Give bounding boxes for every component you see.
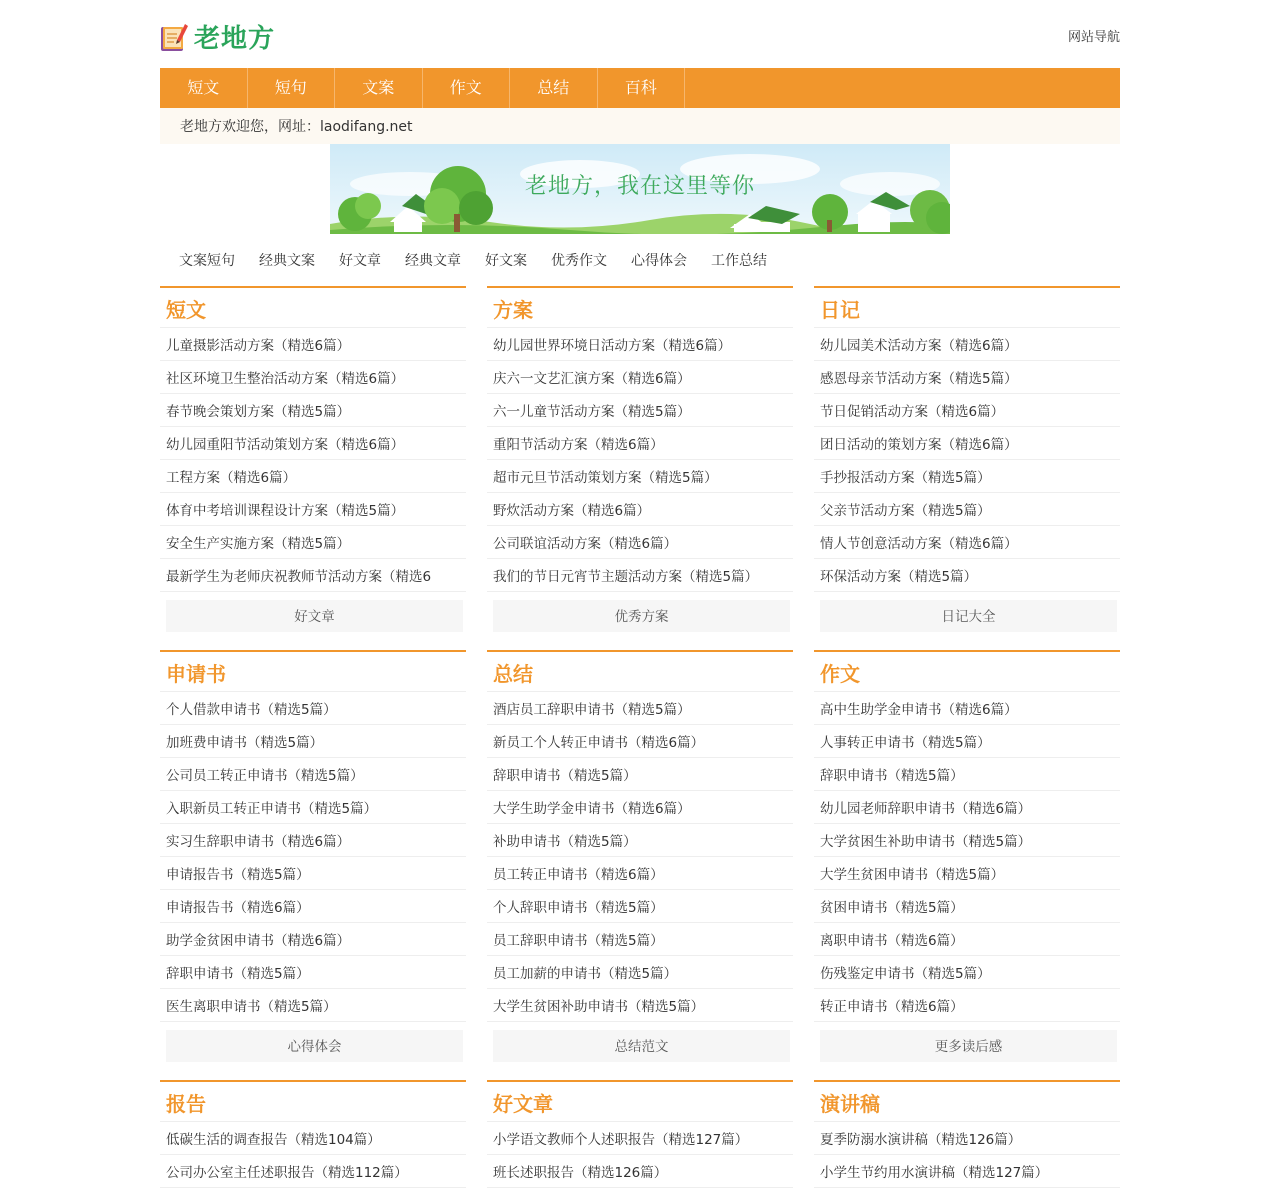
- article-link[interactable]: 大学贫困生补助申请书（精选5篇）: [820, 834, 1032, 850]
- list-item: [487, 692, 793, 725]
- list-item: [160, 692, 466, 725]
- list-item: [487, 361, 793, 394]
- list-item: [487, 758, 793, 791]
- article-list: [487, 1122, 793, 1188]
- list-item: [160, 923, 466, 956]
- list-item: [160, 758, 466, 791]
- section-title: 报告: [160, 1082, 466, 1122]
- list-item: [487, 1122, 793, 1155]
- article-link[interactable]: 实习生辞职申请书（精选6篇）: [166, 834, 351, 850]
- article-link[interactable]: 我们的节日元宵节主题活动方案（精选5篇）: [493, 569, 759, 585]
- article-list: [814, 692, 1120, 1022]
- banner[interactable]: [330, 144, 950, 234]
- section-baogao: [160, 1080, 466, 1188]
- article-link[interactable]: 人事转正申请书（精选5篇）: [820, 735, 991, 751]
- article-link[interactable]: 大学生贫困补助申请书（精选5篇）: [493, 999, 705, 1015]
- more-button[interactable]: 优秀方案: [493, 600, 790, 632]
- article-link[interactable]: 幼儿园美术活动方案（精选6篇）: [820, 338, 1018, 354]
- article-link[interactable]: 辞职申请书（精选5篇）: [820, 768, 964, 784]
- list-item: [160, 824, 466, 857]
- article-link[interactable]: 补助申请书（精选5篇）: [493, 834, 637, 850]
- page: [160, 0, 1120, 1188]
- article-link[interactable]: 庆六一文艺汇演方案（精选6篇）: [493, 371, 691, 387]
- list-item: [814, 460, 1120, 493]
- sub-nav: [160, 234, 1120, 286]
- article-link[interactable]: 幼儿园世界环境日活动方案（精选6篇）: [493, 338, 732, 354]
- more-button[interactable]: 总结范文: [493, 1030, 790, 1062]
- list-item: [487, 493, 793, 526]
- article-link[interactable]: 社区环境卫生整治活动方案（精选6篇）: [166, 371, 405, 387]
- article-link[interactable]: 酒店员工辞职申请书（精选5篇）: [493, 702, 691, 718]
- list-item: [814, 493, 1120, 526]
- article-link[interactable]: 团日活动的策划方案（精选6篇）: [820, 437, 1018, 453]
- article-link[interactable]: 节日促销活动方案（精选6篇）: [820, 404, 1005, 420]
- list-item: [814, 692, 1120, 725]
- list-item: [160, 394, 466, 427]
- article-link[interactable]: 重阳节活动方案（精选6篇）: [493, 437, 664, 453]
- list-item: [487, 956, 793, 989]
- list-item: [487, 857, 793, 890]
- list-item: [160, 1155, 466, 1188]
- article-link[interactable]: 个人辞职申请书（精选5篇）: [493, 900, 664, 916]
- list-item: [487, 427, 793, 460]
- article-link[interactable]: 公司联谊活动方案（精选6篇）: [493, 536, 678, 552]
- list-item: [160, 1122, 466, 1155]
- article-link[interactable]: 儿童摄影活动方案（精选6篇）: [166, 338, 351, 354]
- list-item: [160, 725, 466, 758]
- article-link[interactable]: 个人借款申请书（精选5篇）: [166, 702, 337, 718]
- list-item: [814, 857, 1120, 890]
- header: [160, 0, 1120, 68]
- sub-nav-item[interactable]: 工作总结: [711, 253, 767, 269]
- list-item: [487, 725, 793, 758]
- article-link[interactable]: 小学语文教师个人述职报告（精选127篇）: [493, 1132, 749, 1148]
- article-link[interactable]: 低碳生活的调查报告（精选104篇）: [166, 1132, 381, 1148]
- list-item: [814, 394, 1120, 427]
- article-link[interactable]: 贫困申请书（精选5篇）: [820, 900, 964, 916]
- list-item: [814, 890, 1120, 923]
- list-item: [160, 328, 466, 361]
- list-item: [814, 956, 1120, 989]
- article-link[interactable]: 体育中考培训课程设计方案（精选5篇）: [166, 503, 405, 519]
- site-logo[interactable]: [160, 18, 275, 55]
- more-button[interactable]: 好文章: [166, 600, 463, 632]
- list-item: [160, 559, 466, 592]
- article-link[interactable]: 感恩母亲节活动方案（精选5篇）: [820, 371, 1018, 387]
- article-link[interactable]: 高中生助学金申请书（精选6篇）: [820, 702, 1018, 718]
- list-item: [487, 890, 793, 923]
- section-title: 申请书: [160, 652, 466, 692]
- list-item: [814, 427, 1120, 460]
- article-link[interactable]: 安全生产实施方案（精选5篇）: [166, 536, 351, 552]
- list-item: [487, 526, 793, 559]
- list-item: [487, 791, 793, 824]
- article-list: [814, 328, 1120, 592]
- list-item: [160, 460, 466, 493]
- article-link[interactable]: 辞职申请书（精选5篇）: [493, 768, 637, 784]
- list-item: [487, 989, 793, 1022]
- article-link[interactable]: 野炊活动方案（精选6篇）: [493, 503, 651, 519]
- welcome-bar: 老地方欢迎您，网址：laodifang.net: [160, 108, 1120, 144]
- article-link[interactable]: 公司员工转正申请书（精选5篇）: [166, 768, 364, 784]
- section-title: 作文: [814, 652, 1120, 692]
- article-link[interactable]: 新员工个人转正申请书（精选6篇）: [493, 735, 705, 751]
- sub-nav-item[interactable]: 心得体会: [631, 253, 687, 269]
- section-title: 总结: [487, 652, 793, 692]
- notebook-pencil-icon: [160, 22, 188, 52]
- section-title: 方案: [487, 288, 793, 328]
- article-link[interactable]: 加班费申请书（精选5篇）: [166, 735, 324, 751]
- sub-nav-item[interactable]: 经典文案: [259, 253, 315, 269]
- site-name: 老地方: [194, 24, 276, 54]
- article-link[interactable]: 夏季防溺水演讲稿（精选126篇）: [820, 1132, 1022, 1148]
- list-item: [487, 559, 793, 592]
- article-list: [160, 1122, 466, 1188]
- article-link[interactable]: 环保活动方案（精选5篇）: [820, 569, 978, 585]
- banner-slogan: 老地方，我在这里等你: [524, 174, 755, 199]
- article-link[interactable]: 员工转正申请书（精选6篇）: [493, 867, 664, 883]
- sub-nav-item[interactable]: 好文案: [485, 253, 527, 269]
- sections-grid: [160, 286, 1120, 1188]
- article-link[interactable]: 父亲节活动方案（精选5篇）: [820, 503, 991, 519]
- list-item: [814, 923, 1120, 956]
- article-link[interactable]: 申请报告书（精选6篇）: [166, 900, 310, 916]
- article-link[interactable]: 六一儿童节活动方案（精选5篇）: [493, 404, 691, 420]
- list-item: [160, 956, 466, 989]
- list-item: [160, 526, 466, 559]
- article-link[interactable]: 情人节创意活动方案（精选6篇）: [820, 536, 1018, 552]
- article-link[interactable]: 小学生节约用水演讲稿（精选127篇）: [820, 1165, 1049, 1181]
- list-item: [814, 725, 1120, 758]
- main-nav-item[interactable]: 文案: [335, 68, 423, 108]
- section-zuowen: [814, 650, 1120, 1062]
- article-link[interactable]: 班长述职报告（精选126篇）: [493, 1165, 668, 1181]
- section-title: 演讲稿: [814, 1082, 1120, 1122]
- article-link[interactable]: 春节晚会策划方案（精选5篇）: [166, 404, 351, 420]
- article-link[interactable]: 助学金贫困申请书（精选6篇）: [166, 933, 351, 949]
- section-riji: [814, 286, 1120, 632]
- list-item: [160, 791, 466, 824]
- list-item: [160, 890, 466, 923]
- article-link[interactable]: 幼儿园重阳节活动策划方案（精选6篇）: [166, 437, 405, 453]
- main-nav-item[interactable]: 作文: [423, 68, 511, 108]
- list-item: [814, 1155, 1120, 1188]
- article-link[interactable]: 员工辞职申请书（精选5篇）: [493, 933, 664, 949]
- list-item: [487, 460, 793, 493]
- list-item: [160, 989, 466, 1022]
- list-item: [487, 328, 793, 361]
- main-nav-item[interactable]: 短句: [248, 68, 336, 108]
- article-link[interactable]: 大学生助学金申请书（精选6篇）: [493, 801, 691, 817]
- article-link[interactable]: 大学生贫困申请书（精选5篇）: [820, 867, 1005, 883]
- list-item: [487, 394, 793, 427]
- section-shenqingshu: [160, 650, 466, 1062]
- section-haowenzhang: [487, 1080, 793, 1188]
- section-title: 好文章: [487, 1082, 793, 1122]
- list-item: [814, 791, 1120, 824]
- more-button[interactable]: 更多读后感: [820, 1030, 1117, 1062]
- article-list: [814, 1122, 1120, 1188]
- article-link[interactable]: 入职新员工转正申请书（精选5篇）: [166, 801, 378, 817]
- article-link[interactable]: 最新学生为老师庆祝教师节活动方案（精选6: [166, 569, 432, 585]
- article-link[interactable]: 转正申请书（精选6篇）: [820, 999, 964, 1015]
- section-title: 日记: [814, 288, 1120, 328]
- more-button[interactable]: 日记大全: [820, 600, 1117, 632]
- list-item: [160, 857, 466, 890]
- section-yanjianggao: [814, 1080, 1120, 1188]
- sub-nav-item[interactable]: 文案短句: [179, 253, 235, 269]
- article-link[interactable]: 离职申请书（精选6篇）: [820, 933, 964, 949]
- main-nav-item[interactable]: 总结: [510, 68, 598, 108]
- section-zongjie: [487, 650, 793, 1062]
- article-link[interactable]: 手抄报活动方案（精选5篇）: [820, 470, 991, 486]
- list-item: [487, 923, 793, 956]
- article-list: [487, 328, 793, 592]
- sub-nav-item[interactable]: 好文章: [339, 253, 381, 269]
- article-link[interactable]: 申请报告书（精选5篇）: [166, 867, 310, 883]
- list-item: [814, 559, 1120, 592]
- article-link[interactable]: 医生离职申请书（精选5篇）: [166, 999, 337, 1015]
- article-link[interactable]: 伤残鉴定申请书（精选5篇）: [820, 966, 991, 982]
- list-item: [160, 493, 466, 526]
- list-item: [814, 328, 1120, 361]
- article-link[interactable]: 幼儿园老师辞职申请书（精选6篇）: [820, 801, 1032, 817]
- article-link[interactable]: 超市元旦节活动策划方案（精选5篇）: [493, 470, 718, 486]
- list-item: [160, 361, 466, 394]
- article-list: [487, 692, 793, 1022]
- sub-nav-item[interactable]: 优秀作文: [551, 253, 607, 269]
- section-duanwen: [160, 286, 466, 632]
- list-item: [814, 758, 1120, 791]
- section-title: 短文: [160, 288, 466, 328]
- article-link[interactable]: 工程方案（精选6篇）: [166, 470, 297, 486]
- list-item: [487, 824, 793, 857]
- main-nav: [160, 68, 1120, 108]
- main-nav-item[interactable]: 短文: [160, 68, 248, 108]
- article-list: [160, 328, 466, 592]
- sub-nav-item[interactable]: 经典文章: [405, 253, 461, 269]
- list-item: [487, 1155, 793, 1188]
- list-item: [814, 989, 1120, 1022]
- article-link[interactable]: 辞职申请书（精选5篇）: [166, 966, 310, 982]
- list-item: [814, 361, 1120, 394]
- more-button[interactable]: 心得体会: [166, 1030, 463, 1062]
- list-item: [814, 1122, 1120, 1155]
- article-link[interactable]: 公司办公室主任述职报告（精选112篇）: [166, 1165, 408, 1181]
- list-item: [814, 526, 1120, 559]
- main-nav-item[interactable]: 百科: [598, 68, 686, 108]
- article-list: [160, 692, 466, 1022]
- list-item: [160, 427, 466, 460]
- list-item: [814, 824, 1120, 857]
- site-navigation-link[interactable]: 网站导航: [1067, 30, 1120, 45]
- section-fangan: [487, 286, 793, 632]
- article-link[interactable]: 员工加薪的申请书（精选5篇）: [493, 966, 678, 982]
